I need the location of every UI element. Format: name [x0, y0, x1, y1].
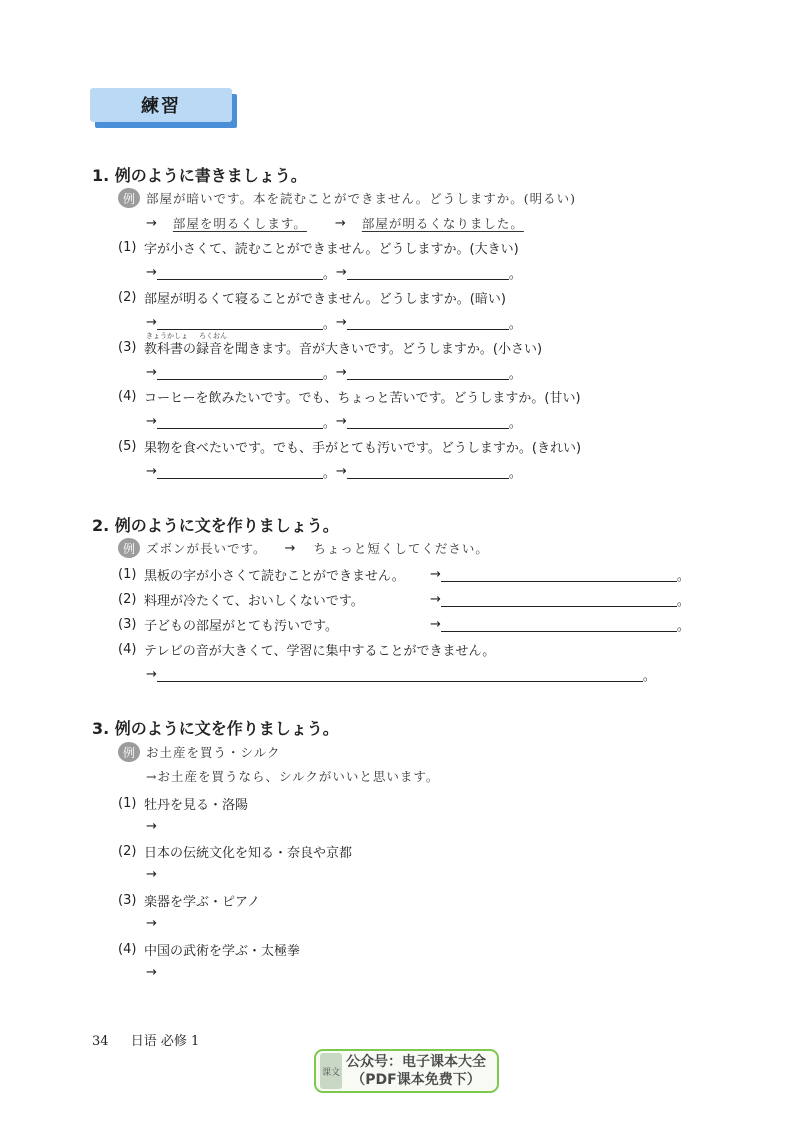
- example-question: 部屋が暗いです。本を読むことができません。どうしますか。(明るい): [146, 191, 577, 206]
- example-question: ズボンが長いです。: [146, 541, 267, 556]
- exercise-1-answer-3: [146, 363, 522, 382]
- item-number: (1): [118, 240, 137, 255]
- arrow-icon: →: [146, 819, 157, 834]
- period: 。: [322, 466, 336, 481]
- exercise-1-item-5: [118, 437, 581, 456]
- period: 。: [676, 569, 690, 584]
- exercise-3-answer-4: [146, 965, 157, 980]
- exercise-3-heading: 3. 例のように文を作りましょう。: [92, 719, 339, 738]
- exercise-1-answer-5: [146, 462, 522, 481]
- answer-blank[interactable]: [441, 568, 677, 582]
- book-title: 日语 必修 1: [130, 1034, 200, 1049]
- answer-blank[interactable]: [441, 618, 677, 632]
- watermark-line-1: 公众号：电子课本大全: [346, 1054, 486, 1070]
- item-number: (3): [118, 340, 137, 355]
- exercise-2-heading: 2. 例のように文を作りましょう。: [92, 516, 339, 535]
- arrow-icon: →: [430, 592, 441, 607]
- item-question: 部屋が明るくて寝ることができません。どうしますか。(暗い): [144, 292, 506, 307]
- exercise-2-answer-4: [146, 665, 656, 684]
- exercise-2-item-4: [118, 640, 495, 659]
- answer-blank[interactable]: [157, 415, 323, 429]
- exercise-3-item-4: [118, 940, 300, 959]
- arrow-icon: →: [284, 540, 296, 556]
- answer-blank[interactable]: [347, 316, 509, 330]
- item-question: 果物を食べたいです。でも、手がとても汚いです。どうしますか。(きれい): [144, 441, 582, 456]
- arrow-icon: →: [146, 365, 157, 380]
- item-question: 子どもの部屋がとても汚いです。: [144, 619, 338, 634]
- section-title: 練習: [90, 88, 232, 122]
- exercise-3-item-2: [118, 842, 352, 861]
- answer-blank[interactable]: [347, 266, 509, 280]
- arrow-icon: →: [146, 867, 157, 882]
- exercise-3-answer-3: [146, 916, 157, 931]
- exercise-3-answer-2: [146, 867, 157, 882]
- arrow-icon: →: [335, 464, 347, 479]
- exercise-1-item-3: [118, 338, 542, 357]
- period: 。: [322, 367, 336, 382]
- period: 。: [676, 594, 690, 609]
- item-question: テレビの音が大きくて、学習に集中することができません。: [144, 644, 496, 659]
- arrow-icon: →: [430, 567, 441, 582]
- page-footer: [92, 1030, 199, 1049]
- example-badge: 例: [118, 188, 140, 208]
- arrow-icon: →: [334, 215, 346, 231]
- exercise-2-item-3: [118, 615, 690, 634]
- exercise-2-item-2: [118, 590, 690, 609]
- arrow-icon: →: [335, 315, 347, 330]
- watermark-text: [346, 1053, 486, 1089]
- watermark-banner: [314, 1049, 499, 1093]
- item-number: (4): [118, 642, 137, 657]
- item-number: (1): [118, 796, 137, 811]
- answer-blank[interactable]: [157, 266, 323, 280]
- section-title-box: [90, 88, 240, 130]
- example-answer-2: 部屋が明るくなりました。: [361, 216, 524, 231]
- example-answer: →お土産を買うなら、シルクがいいと思います。: [146, 769, 440, 784]
- answer-blank[interactable]: [347, 465, 509, 479]
- example-question: お土産を買う・シルク: [146, 745, 281, 760]
- period: 。: [322, 317, 336, 332]
- item-question: 教科書の録音を聞きます。音が大きいです。どうしますか。(小さい): [144, 342, 543, 357]
- item-number: (5): [118, 439, 137, 454]
- arrow-icon: →: [335, 265, 347, 280]
- arrow-icon: →: [146, 414, 157, 429]
- book-logo-icon: 课文: [320, 1053, 342, 1089]
- exercise-1-example-answer: [146, 214, 524, 232]
- item-question: コーヒーを飲みたいです。でも、ちょっと苦いです。どうしますか。(甘い): [144, 391, 581, 406]
- item-number: (1): [118, 567, 137, 582]
- item-number: (3): [118, 893, 137, 908]
- period: 。: [508, 466, 522, 481]
- item-question: 牡丹を見る・洛陽: [144, 798, 249, 813]
- exercise-1-item-1: [118, 238, 519, 257]
- arrow-icon: →: [146, 667, 157, 682]
- item-number: (3): [118, 617, 137, 632]
- arrow-icon: →: [146, 265, 157, 280]
- example-answer: ちょっと短くしてください。: [313, 541, 489, 556]
- item-question: 料理が冷たくて、おいしくないです。: [144, 594, 364, 609]
- item-question: 字が小さくて、読むことができません。どうしますか。(大きい): [144, 242, 519, 257]
- page-number: 34: [92, 1034, 109, 1049]
- answer-blank[interactable]: [157, 316, 323, 330]
- exercise-3-example-answer: [146, 767, 439, 785]
- period: 。: [508, 367, 522, 382]
- item-question: 黒板の字が小さくて読むことができません。: [144, 569, 405, 584]
- exercise-1-answer-2: [146, 313, 522, 332]
- period: 。: [642, 669, 656, 684]
- arrow-icon: →: [146, 916, 157, 931]
- exercise-1-item-2: [118, 288, 506, 307]
- answer-blank[interactable]: [157, 366, 323, 380]
- item-number: (4): [118, 942, 137, 957]
- arrow-icon: →: [146, 965, 157, 980]
- watermark-line-2: （PDF课本免费下）: [351, 1072, 481, 1088]
- answer-blank[interactable]: [347, 415, 509, 429]
- arrow-icon: →: [430, 617, 441, 632]
- item-number: (2): [118, 592, 137, 607]
- period: 。: [322, 267, 336, 282]
- item-question: 日本の伝統文化を知る・奈良や京都: [144, 846, 353, 861]
- exercise-2-example: [118, 538, 489, 558]
- exercise-3-item-1: [118, 794, 248, 813]
- answer-blank[interactable]: [347, 366, 509, 380]
- period: 。: [508, 416, 522, 431]
- exercise-1-heading: 1. 例のように書きましょう。: [92, 166, 307, 185]
- arrow-icon: →: [146, 464, 157, 479]
- exercise-1-example: [118, 188, 576, 208]
- answer-blank[interactable]: [441, 593, 677, 607]
- example-badge: 例: [118, 742, 140, 762]
- answer-blank[interactable]: [157, 668, 643, 682]
- exercise-3-example: [118, 742, 280, 762]
- period: 。: [508, 317, 522, 332]
- item-question: 楽器を学ぶ・ピアノ: [144, 895, 260, 910]
- item-question: 中国の武術を学ぶ・太極拳: [144, 944, 301, 959]
- exercise-3-item-3: [118, 891, 260, 910]
- arrow-icon: →: [146, 315, 157, 330]
- exercise-1-answer-4: [146, 412, 522, 431]
- example-answer-1: 部屋を明るくします。: [172, 216, 307, 231]
- arrow-icon: →: [146, 215, 157, 231]
- item-number: (4): [118, 389, 137, 404]
- answer-blank[interactable]: [157, 465, 323, 479]
- period: 。: [676, 619, 690, 634]
- item-number: (2): [118, 290, 137, 305]
- arrow-icon: →: [335, 365, 347, 380]
- ruby-kyoukasho: きょうかしょ: [146, 332, 188, 340]
- ruby-rokuon: ろくおん: [199, 332, 227, 340]
- exercise-3-answer-1: [146, 819, 157, 834]
- exercise-1-item-4: [118, 387, 581, 406]
- exercise-2-item-1: [118, 565, 690, 584]
- period: 。: [508, 267, 522, 282]
- period: 。: [322, 416, 336, 431]
- arrow-icon: →: [335, 414, 347, 429]
- item-number: (2): [118, 844, 137, 859]
- example-badge: 例: [118, 538, 140, 558]
- exercise-1-answer-1: [146, 263, 522, 282]
